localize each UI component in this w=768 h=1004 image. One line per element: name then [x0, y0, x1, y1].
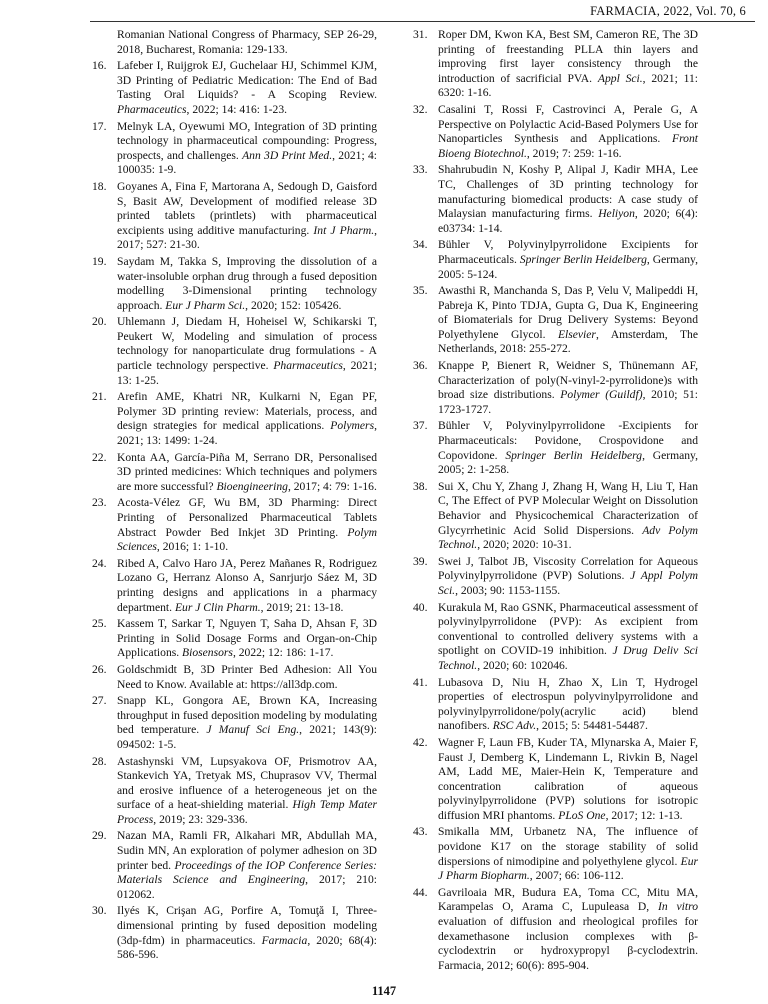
reference-body: Smikalla MM, Urbanetz NA, The influence of povidone K17 on the storage stability of solid dispersions of nimodipine and polyethylene glycol. — [438, 825, 698, 868]
reference-item — [413, 480, 698, 553]
reference-details: , 2019; 7: 259: 1-16. — [526, 146, 622, 160]
reference-body: Saydam M, Takka S, Improving the dissolution of a water-insoluble orphan drug through a fused deposition modelling 3-Dimensional printing technology approach. — [117, 254, 377, 312]
reference-body: Kurakula M, Rao GSNK, Pharmaceutical assessment of polyvinylpyrrolidone (PVP): As excipient from conventional to controlled delivery systems with a spotlight on COVID-19 inhibition. — [438, 600, 698, 658]
reference-text — [117, 120, 377, 178]
reference-body: Uhlemann J, Diedam H, Hoheisel W, Schikarski T, Peukert W, Modeling and simulation of process technology for nanoparticulate drug formulations - A particle technology perspective. — [117, 315, 377, 373]
reference-body: Konta AA, García-Piña M, Serrano DR, Personalised 3D printed medicines: Which techniques and polymers are more successful? — [117, 450, 377, 493]
reference-details: , 2020; 60: 102046. — [477, 658, 568, 672]
reference-text — [438, 28, 698, 101]
reference-item — [413, 555, 698, 599]
reference-number: 16. — [92, 59, 107, 73]
reference-item — [92, 390, 377, 448]
reference-details: , 2020; 6(4): e03734: 1-14. — [438, 207, 699, 235]
reference-number: 27. — [92, 694, 107, 708]
reference-item — [413, 284, 698, 357]
reference-number: 34. — [413, 238, 428, 252]
reference-body: Snapp KL, Gongora AE, Brown KA, Increasing throughput in fused deposition modeling by modulating bed temperature. — [117, 694, 377, 737]
reference-text — [438, 736, 698, 824]
reference-text — [438, 103, 698, 161]
reference-number: 21. — [92, 390, 107, 404]
reference-text — [438, 419, 698, 477]
reference-details: , 2016; 1: 1-10. — [156, 540, 229, 554]
reference-body: Shahrubudin N, Koshy P, Alipal J, Kadir MHA, Lee TC, Challenges of 3D printing technology for manufacturing biomedical products: A case study of Malaysian manufacturing firms. — [438, 163, 698, 221]
reference-journal: Springer Berlin Heidelberg — [505, 448, 643, 462]
reference-journal: RSC Adv. — [492, 719, 537, 733]
reference-item — [413, 825, 698, 883]
reference-text — [438, 886, 698, 974]
reference-journal: Polymer (Guildf) — [560, 388, 643, 402]
references-left-column — [92, 28, 377, 965]
reference-details: , 2017; 4: 79: 1-16. — [287, 479, 377, 493]
reference-text — [117, 255, 377, 313]
reference-body: Bühler V, Polyvinylpyrrolidone -Excipients for Pharmaceuticals: Povidone, Crospovidone and Copovidone. — [438, 419, 698, 462]
reference-details: , 2020; 68(4): 586-596. — [117, 933, 378, 962]
reference-details: , Germany, 2005: 5-124. — [438, 252, 698, 281]
reference-journal: Polym Sciences — [117, 525, 377, 554]
reference-number: 29. — [92, 829, 107, 843]
reference-journal: Int J Pharm. — [313, 223, 375, 237]
reference-text — [117, 496, 377, 554]
reference-details: , 2021; 11: 6320: 1-16. — [438, 71, 698, 100]
reference-number: 41. — [413, 675, 428, 689]
reference-number: 42. — [413, 735, 428, 749]
reference-journal: High Temp Mater Process — [117, 798, 377, 826]
reference-number: 17. — [92, 119, 107, 133]
reference-text — [117, 315, 377, 388]
reference-number: 33. — [413, 163, 428, 177]
reference-journal: PLoS One — [558, 808, 606, 822]
reference-item — [92, 255, 377, 313]
reference-number: 36. — [413, 359, 428, 373]
reference-item — [92, 451, 377, 495]
reference-item — [92, 557, 377, 615]
reference-details: , 2022; 14: 416: 1-23. — [186, 102, 288, 116]
reference-journal: Biosensors — [182, 646, 233, 660]
reference-number: 26. — [92, 662, 107, 676]
reference-item — [92, 694, 377, 752]
reference-body: Arefin AME, Khatri NR, Kulkarni N, Egan PF, Polymer 3D printing review: Materials, process, and design strategies for medical applications. — [117, 390, 377, 433]
reference-item — [92, 617, 377, 661]
reference-journal: Springer Berlin Heidelberg — [519, 252, 647, 266]
reference-number: 19. — [92, 254, 107, 268]
reference-number: 39. — [413, 554, 428, 568]
reference-number: 20. — [92, 315, 107, 329]
reference-number: 22. — [92, 450, 107, 464]
reference-item — [413, 676, 698, 734]
reference-body: Kassem T, Sarkar T, Nguyen T, Saha D, Ahsan F, 3D Printing in Solid Dosage Forms and Organ-on-Chip Applications. — [117, 617, 377, 660]
reference-details: , Amsterdam, The Netherlands, 2018: 255-272. — [438, 327, 698, 356]
reference-details: , 2020; 152: 105426. — [245, 298, 342, 312]
reference-text — [438, 284, 698, 357]
reference-text — [438, 238, 698, 282]
reference-details: , 2003; 90: 1153-1155. — [455, 583, 561, 597]
reference-details: , 2021; 143(9): 094502: 1-5. — [117, 723, 378, 751]
reference-body: Lafeber I, Ruijgrok EJ, Guchelaar HJ, Schimmel KJM, 3D Printing of Pediatric Medication: The End of Bad Tasting Oral Liquids? - A Scoping Review. — [117, 59, 377, 102]
reference-text — [117, 451, 377, 495]
reference-details: , 2019; 21: 13-18. — [260, 600, 344, 614]
reference-text — [438, 676, 698, 734]
reference-body: Goldschmidt B, 3D Printer Bed Adhesion: All You Need to Know. Available at: https://all3dp.com. — [117, 662, 377, 691]
reference-details: , 2017; 12: 1-13. — [605, 808, 683, 822]
reference-text — [438, 163, 698, 236]
reference-body: Knappe P, Bienert R, Weidner S, Thünemann AF, Characterization of poly(N-vinyl-2-pyrrolidone)s with broad size distributions. — [438, 359, 698, 402]
reference-journal: Appl Sci. — [597, 71, 643, 85]
header-rule — [90, 21, 755, 22]
reference-item — [413, 103, 698, 161]
reference-item — [92, 755, 377, 828]
reference-body: Melnyk LA, Oyewumi MO, Integration of 3D printing technology in pharmaceutical compounding: Progress, prospects, and challenges. — [117, 119, 377, 162]
reference-body: Goyanes A, Fina F, Martorana A, Sedough D, Gaisford S, Basit AW, Development of modified release 3D printed tablets (printlets) with pharmaceutical excipients using additive manufacturing. — [117, 179, 377, 237]
reference-item — [92, 904, 377, 962]
reference-item — [92, 120, 377, 178]
reference-body: Bühler V, Polyvinylpyrrolidone Excipients for Pharmaceuticals. — [438, 238, 698, 266]
reference-body: Acosta-Vélez GF, Wu BM, 3D Pharming: Direct Printing of Personalized Pharmaceutical Tablets Abstract Powder Bed Inkjet 3D Printing. — [117, 496, 377, 539]
reference-item — [413, 886, 698, 974]
reference-text — [117, 663, 377, 692]
reference-text — [117, 617, 377, 661]
reference-body: Gavriloaia MR, Budura EA, Toma CC, Mitu MA, Karampelas O, Arama C, Lupuleasa D, — [438, 885, 698, 914]
reference-item — [413, 601, 698, 674]
reference-item — [92, 180, 377, 253]
reference-item — [413, 163, 698, 236]
reference-details: , Germany, 2005; 2: 1-258. — [438, 448, 698, 477]
reference-body: Sui X, Chu Y, Zhang J, Zhang H, Wang H, Liu T, Han C, The Effect of PVP Molecular Weight on Dissolution Behavior and Physicochemical Characterization of Glycyrrhetinic Acid Solid Dispersions. — [438, 479, 698, 537]
reference-number: 23. — [92, 496, 107, 510]
reference-text — [117, 694, 377, 752]
reference-journal: Bioengineering — [216, 479, 288, 493]
reference-journal: Front Bioeng Biotechnol. — [438, 132, 698, 160]
reference-journal: J Appl Polym Sci. — [438, 569, 698, 597]
reference-journal: J Drug Deliv Sci Technol. — [438, 644, 698, 672]
reference-details: , 2019; 23: 329-336. — [153, 812, 248, 826]
reference-journal: J Manuf Sci Eng. — [206, 723, 300, 737]
reference-text — [117, 180, 377, 253]
reference-number: 24. — [92, 556, 107, 570]
reference-text — [117, 390, 377, 448]
reference-details: , 2020; 2020: 10-31. — [477, 538, 572, 552]
reference-body: Lubasova D, Niu H, Zhao X, Lin T, Hydrogel properties of electrospun polyvinylpyrrolidone and polyvinylpyrrolidone/poly(acrylic acid) blend nanofibers. — [438, 675, 698, 733]
reference-journal: Eur J Pharm Sci. — [165, 298, 246, 312]
reference-details: , 2010; 51: 1723-1727. — [438, 388, 698, 416]
reference-journal: Eur J Clin Pharm. — [174, 600, 261, 614]
reference-text — [438, 359, 698, 417]
reference-text — [438, 601, 698, 674]
reference-journal: Pharmaceutics — [273, 359, 343, 373]
reference-body: Ilyés K, Crişan AG, Porfire A, Tomuţă I, Three-dimensional printing by fused deposition modeling (3dp-fdm) in pharmaceutics. — [117, 904, 377, 947]
reference-details: , 2017; 210: 012062. — [117, 873, 377, 901]
page-number: 1147 — [371, 984, 397, 998]
reference-number: 44. — [413, 885, 428, 899]
reference-number: 43. — [413, 825, 428, 839]
reference-number: 31. — [413, 28, 428, 41]
reference-number: 28. — [92, 754, 107, 768]
reference-text — [438, 825, 698, 883]
reference-number: 32. — [413, 102, 428, 116]
reference-item — [92, 315, 377, 388]
reference-body: Swei J, Talbot JB, Viscosity Correlation for Aqueous Polyvinylpyrrolidone (PVP) Solutions. — [438, 554, 698, 583]
reference-journal: Farmacia — [261, 933, 308, 947]
reference-item — [92, 663, 377, 692]
reference-item — [413, 419, 698, 477]
reference-journal: Polymers — [330, 419, 375, 433]
reference-details: , 2007; 66: 106-112. — [529, 869, 624, 883]
reference-number: 25. — [92, 617, 107, 631]
reference-body: Nazan MA, Ramli FR, Alkahari MR, Abdullah MA, Sudin MN, An exploration of polymer adhesion on 3D printer bed. — [117, 829, 377, 872]
reference-number: 38. — [413, 479, 428, 493]
running-header: FARMACIA, 2022, Vol. 70, 6 — [590, 4, 746, 18]
reference-body: Ribed A, Calvo Haro JA, Perez Mañanes R, Rodriguez Lozano G, Herranz Alonso A, Sanrjurjo Sáez M, 3D printing designs and applications in a pharmacy department. — [117, 556, 377, 614]
reference-details: , 2021; 4: 100035: 1-9. — [117, 148, 377, 177]
reference-details: , 2021; 13: 1-25. — [117, 359, 377, 387]
reference-journal: Elsevier — [557, 327, 596, 341]
reference-journal: Ann 3D Print Med. — [242, 148, 333, 162]
reference-number: 40. — [413, 600, 428, 614]
reference-text — [438, 480, 698, 553]
reference-number: 30. — [92, 904, 107, 918]
reference-text — [117, 557, 377, 615]
reference-item — [92, 829, 377, 902]
reference-details: , 2022; 12: 186: 1-17. — [232, 646, 334, 660]
references-right-column — [413, 28, 698, 975]
reference-details: evaluation of diffusion and rheological profiles for dexamethasone inclusion complexes with β-cyclodextrin or hydroxypropyl β-cyclodextrin. Farmacia, 2012; 60(6): 895-904. — [438, 915, 698, 972]
reference-journal: Adv Polym Technol. — [438, 523, 698, 552]
reference-journal: Pharmaceutics — [117, 102, 187, 116]
reference-details: , 2017; 527: 21-30. — [117, 223, 378, 252]
reference-body: Roper DM, Kwon KA, Best SM, Cameron RE, The 3D printing of freestanding PLLA thin layers and improving first layer consistency through the introduction of sacrificial PVA. — [438, 28, 698, 85]
reference-continuation: Romanian National Congress of Pharmacy, SEP 26-29, 2018, Bucharest, Romania: 129-133. — [117, 28, 377, 56]
reference-text — [117, 59, 377, 117]
reference-text — [117, 904, 377, 962]
reference-body: Astashynski VM, Lupsyakova OF, Prismotrov AA, Stankevich YA, Tretyak MS, Chuprasov VV, Thermal and erosive influence of a heterogeneous jet on the surface of a heat-shielding material. — [117, 754, 377, 812]
reference-text — [117, 755, 377, 828]
reference-item — [413, 359, 698, 417]
reference-details: , 2021; 13: 1499: 1-24. — [117, 419, 377, 448]
reference-body: Wagner F, Laun FB, Kuder TA, Mlynarska A, Maier F, Faust J, Demberg K, Lindemann L, Rivkin B, Nagel AM, Ladd ME, Maier-Hein K, Temperature and concentration calibration of aqueous polyvinylpyrrolidone (PVP) solutions for isotropic diffusion MRI phantoms. — [438, 735, 698, 822]
reference-text — [438, 555, 698, 599]
reference-item — [92, 496, 377, 554]
reference-details: , 2015; 5: 54481-54487. — [536, 719, 648, 733]
reference-item — [413, 28, 698, 101]
reference-journal: Heliyon — [598, 207, 635, 221]
reference-journal: Proceedings of the IOP Conference Series: Materials Science and Engineering — [117, 858, 377, 887]
reference-number: 35. — [413, 284, 428, 298]
reference-item — [413, 736, 698, 824]
reference-text — [117, 829, 377, 902]
reference-number: 18. — [92, 179, 107, 193]
reference-body: Casalini T, Rossi F, Castrovinci A, Perale G, A Perspective on Polylactic Acid-Based Polymers Use for Nanoparticles Synthesis and Applications. — [438, 102, 698, 146]
reference-item — [413, 238, 698, 282]
reference-item — [92, 59, 377, 117]
reference-journal: Eur J Pharm Biopharm. — [438, 854, 698, 883]
reference-journal: In vitro — [658, 900, 698, 914]
reference-body: Awasthi R, Manchanda S, Das P, Velu V, Malipeddi H, Pabreja K, Pinto TDJA, Gupta G, Dua K, Engineering of Biomaterials for Drug Delivery Systems: Beyond Polyethylene Glycol. — [438, 284, 698, 341]
reference-number: 37. — [413, 419, 428, 433]
